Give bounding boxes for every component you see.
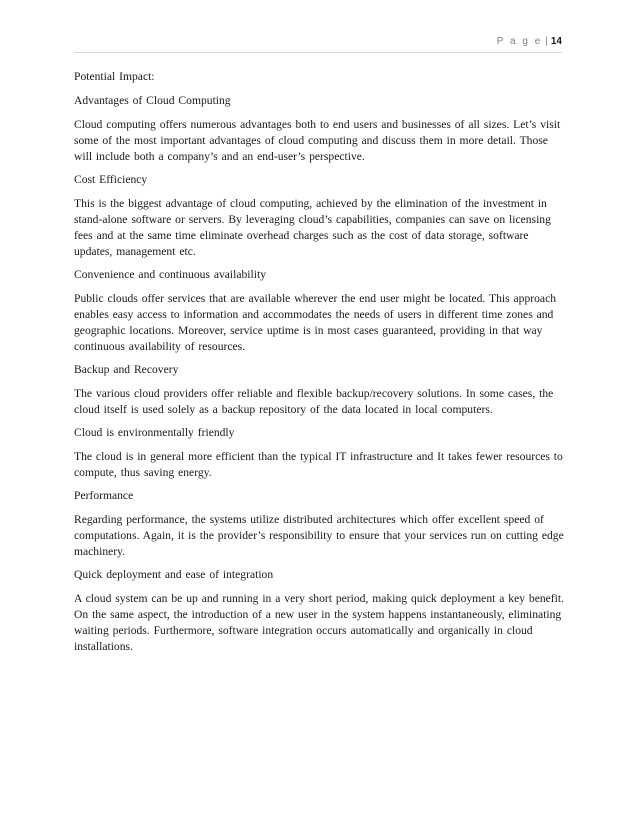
section-heading-convenience: Convenience and continuous availability (74, 268, 266, 281)
section-heading-cost-efficiency: Cost Efficiency (74, 173, 148, 186)
paragraph-environment: The cloud is in general more efficient than the typical IT infrastructure and It takes fewer resources to compute, thus saving energy. (74, 450, 563, 479)
paragraph-backup: The various cloud providers offer reliable and flexible backup/recovery solutions. In some cases, the cloud itself is used solely as a backup repository of the data located in local computers. (74, 387, 554, 416)
section-heading-performance: Performance (74, 489, 134, 502)
page-separator: | (545, 36, 548, 47)
section-heading-environment: Cloud is environmentally friendly (74, 426, 235, 439)
section-heading-advantages: Advantages of Cloud Computing (74, 94, 231, 107)
paragraph-convenience: Public clouds offer services that are available wherever the end user might be located. This approach enables easy access to information and accommodates the needs of users in different time zones and geographic locations. Moreover, service uptime is in most cases guaranteed, providing in that way continuous availability of resources. (74, 292, 557, 353)
header-divider (74, 52, 562, 53)
page-label: P a g e (496, 36, 543, 47)
page-number: 14 (550, 36, 562, 47)
paragraph-advantages-intro: Cloud computing offers numerous advantages both to end users and businesses of all sizes. Let’s visit some of the most important advantages of cloud computing and discuss them in more detail. Those will include both a company’s and an end-user’s perspective. (74, 118, 561, 163)
document-body (74, 69, 564, 662)
paragraph-performance: Regarding performance, the systems utilize distributed architectures which offer excellent speed of computations. Again, it is the provider’s responsibility to ensure that your services run on cutting edge machinery. (74, 513, 564, 558)
section-heading-deployment: Quick deployment and ease of integration (74, 568, 274, 581)
section-heading-potential-impact: Potential Impact: (74, 70, 155, 83)
page-header (497, 36, 562, 47)
section-heading-backup: Backup and Recovery (74, 363, 179, 376)
paragraph-cost-efficiency: This is the biggest advantage of cloud computing, achieved by the elimination of the investment in stand-alone software or servers. By leveraging cloud’s capabilities, companies can save on licensing fees and at the same time eliminate overhead charges such as the cost of data storage, software updates, management etc. (74, 197, 551, 258)
paragraph-deployment: A cloud system can be up and running in a very short period, making quick deployment a key benefit. On the same aspect, the introduction of a new user in the system happens instantaneously, eliminating waiting periods. Furthermore, software integration occurs automatically and organically in cloud installations. (74, 592, 565, 653)
